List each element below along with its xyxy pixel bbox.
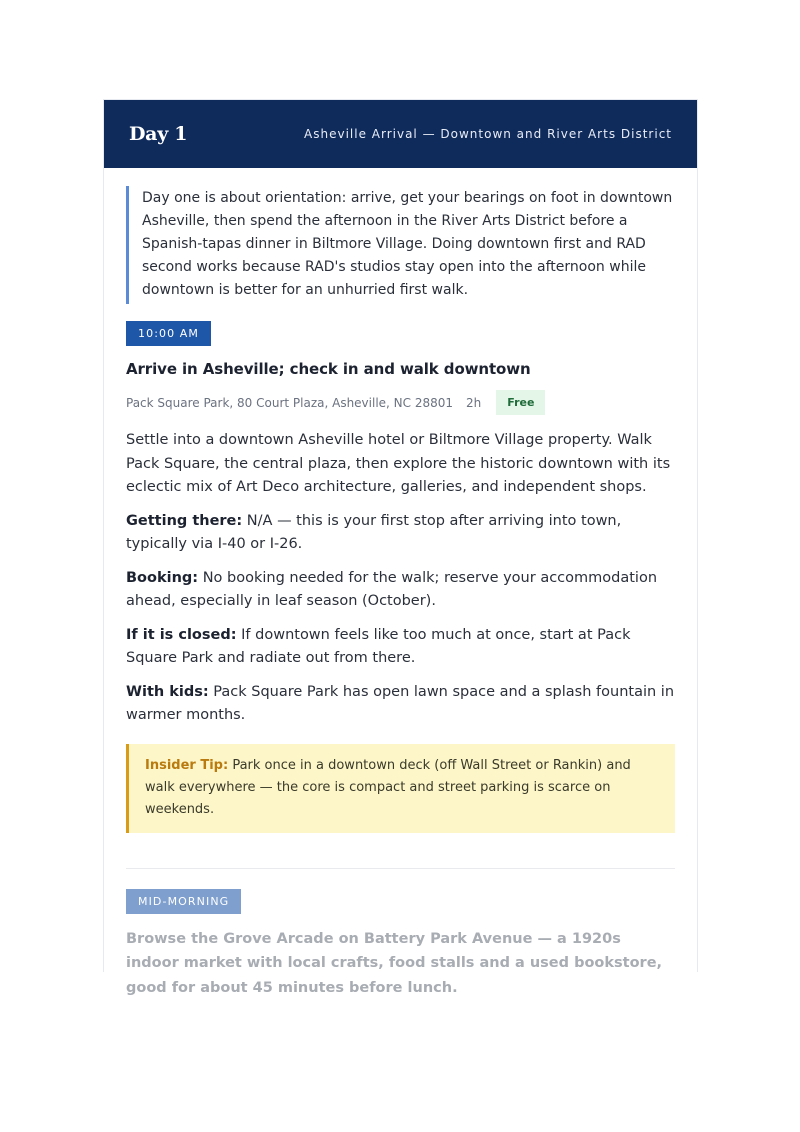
if-closed-label: If it is closed: [126,626,237,643]
stop-description: Settle into a downtown Asheville hotel or Biltmore Village property. Walk Pack Square, the central plaza, then explore the historic downtown with its eclectic mix of Art Deco architecture, galleries, and independent shops. [126,432,671,495]
insider-tip [126,744,675,833]
booking-text: No booking needed for the walk; reserve your accommodation ahead, especially in leaf season (October). [126,569,658,609]
booking-label: Booking: [126,569,199,586]
if-closed-text: If downtown feels like too much at once, start at Pack Square Park and radiate out from there. [126,626,631,666]
stop-meta [126,390,675,415]
stop-description-faded: Browse the Grove Arcade on Battery Park Avenue — a 1920s indoor market with local crafts, food stalls and a used bookstore, good for about 45 minutes before lunch. [126,930,663,996]
insider-tip-text: Park once in a downtown deck (off Wall Street or Rankin) and walk everywhere — the core is compact and street parking is scarce on weekends. [145,757,631,817]
time-badge: 10:00 AM [126,321,211,346]
day-header [104,100,697,168]
day-intro: Day one is about orientation: arrive, get your bearings on foot in downtown Asheville, then spend the afternoon in the River Arts District before a Spanish-tapas dinner in Biltmore Village. Doing downtown first and RAD second works because RAD's studios stay open into the afternoon while downtown is better for an unhurried first walk. [126,186,675,304]
price-badge: Free [496,390,545,415]
with-kids-label: With kids: [126,683,209,700]
stop-duration: 2h [466,395,482,410]
day-content [104,168,697,1000]
day-card [103,99,698,996]
with-kids [126,681,675,728]
with-kids-text: Pack Square Park has open lawn space and a splash fountain in warmer months. [126,683,675,723]
if-closed [126,624,675,671]
getting-there-label: Getting there: [126,512,243,529]
getting-there [126,510,675,557]
day-subtitle: Asheville Arrival — Downtown and River Arts District [304,127,672,141]
day-title: Day 1 [129,123,188,145]
getting-there-text: N/A — this is your first stop after arriving into town, typically via I-40 or I-26. [126,512,622,552]
stop-address: Pack Square Park, 80 Court Plaza, Asheville, NC 28801 [126,395,454,410]
insider-tip-label: Insider Tip: [145,757,229,773]
booking [126,567,675,614]
stop-title: Arrive in Asheville; check in and walk downtown [126,360,531,378]
time-badge-mid-morning: MID-MORNING [126,889,241,914]
section-divider [126,868,675,869]
